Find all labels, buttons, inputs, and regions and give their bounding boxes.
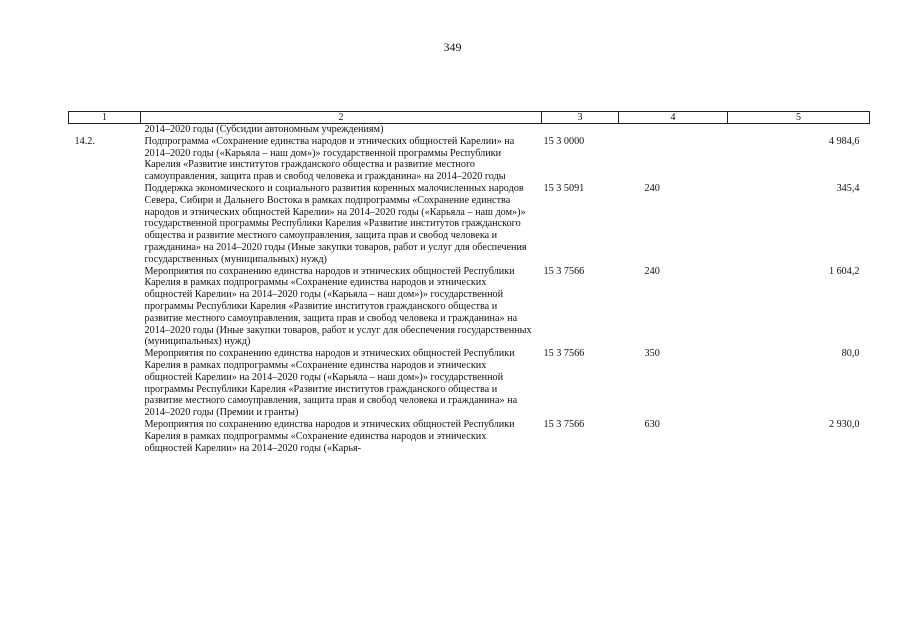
row-number: [69, 124, 141, 136]
table-row: [69, 348, 870, 419]
row-target-code: 15 3 7566: [543, 418, 585, 430]
row-number: [69, 183, 141, 266]
row-expense-type: [619, 124, 728, 136]
row-target-code: 15 3 5091: [543, 182, 585, 194]
table-row: [69, 124, 870, 136]
row-name: Поддержка экономического и социального развития коренных малочисленных народов Севера, Сибири и Дальнего Востока в рамках подпрограммы «Сохранение единства народов и этнических общностей Карелии» на 2014–2020 годы («Карьяла – наш дом»)» государственной программы Республики Карелия «Развитие институтов гражданского общества и развитие местного самоуправления, защита прав и свобод человека и гражданина» на 2014–2020 годы (Иные закупки товаров, работ и услуг для обеспечения государственных (муниципальных) нужд): [144, 182, 527, 265]
row-expense-type: 240: [644, 182, 660, 194]
row-target-code: [542, 124, 619, 136]
row-name: 2014–2020 годы (Субсидии автономным учреждениям): [144, 124, 384, 135]
table-row: [69, 266, 870, 349]
row-amount: 1 604,2: [828, 265, 860, 277]
row-number: [69, 266, 141, 349]
table-row: [69, 419, 870, 454]
row-amount: 4 984,6: [828, 135, 860, 147]
row-amount: 345,4: [836, 182, 860, 194]
budget-table: [68, 111, 870, 454]
row-expense-type: 240: [644, 265, 660, 277]
table-row: [69, 136, 870, 183]
row-number: [69, 419, 141, 454]
row-amount: 2 930,0: [828, 418, 860, 430]
row-amount: 80,0: [841, 348, 860, 360]
row-amount: [728, 124, 870, 136]
row-number: 14.2.: [74, 135, 95, 147]
row-name: Мероприятия по сохранению единства народов и этнических общностей Республики Карелия в рамках подпрограммы «Сохранение единства народов и этнических общностей Карелии» на 2014–2020 годы («Карьяла – наш дом»)» государственной программы Республики Карелия «Развитие институтов гражданского общества и развитие местного самоуправления, защита прав и свобод человека и гражданина» на 2014–2020 годы (Иные закупки товаров, работ и услуг для обеспечения государственных (муниципальных) нужд): [144, 265, 532, 348]
table-row: [69, 183, 870, 266]
row-name: Мероприятия по сохранению единства народов и этнических общностей Республики Карелия в рамках подпрограммы «Сохранение единства народов и этнических общностей Карелии» на 2014–2020 годы («Карьяла – наш дом»)» государственной программы Республики Карелия «Развитие институтов гражданского общества и развитие местного самоуправления, защита прав и свобод человека и гражданина» на 2014–2020 годы (Премии и гранты): [144, 348, 518, 419]
page-number: 349: [443, 40, 462, 54]
column-header-3: 3: [542, 112, 619, 124]
row-number: [69, 348, 141, 419]
row-name: Подпрограмма «Сохранение единства народов и этнических общностей Карелии» на 2014–2020 годы («Карьяла – наш дом»)» государственной программы Республики Карелия «Развитие институтов гражданского общества и развитие местного самоуправления, защита прав и свобод человека и гражданина» на 2014–2020 годы: [144, 135, 515, 183]
row-target-code: 15 3 7566: [543, 265, 585, 277]
column-header-4: 4: [619, 112, 728, 124]
row-target-code: 15 3 7566: [543, 348, 585, 360]
row-name: Мероприятия по сохранению единства народов и этнических общностей Республики Карелия в рамках подпрограммы «Сохранение единства народов и этнических общностей Карелии» на 2014–2020 годы («Карья-: [144, 418, 515, 454]
column-header-5: 5: [728, 112, 870, 124]
row-target-code: 15 3 0000: [543, 135, 585, 147]
column-header-1: 1: [69, 112, 141, 124]
row-expense-type: 350: [644, 348, 660, 360]
table-header-row: [69, 112, 870, 124]
row-expense-type: 630: [644, 418, 660, 430]
row-expense-type: [619, 136, 728, 183]
column-header-2: 2: [141, 112, 542, 124]
